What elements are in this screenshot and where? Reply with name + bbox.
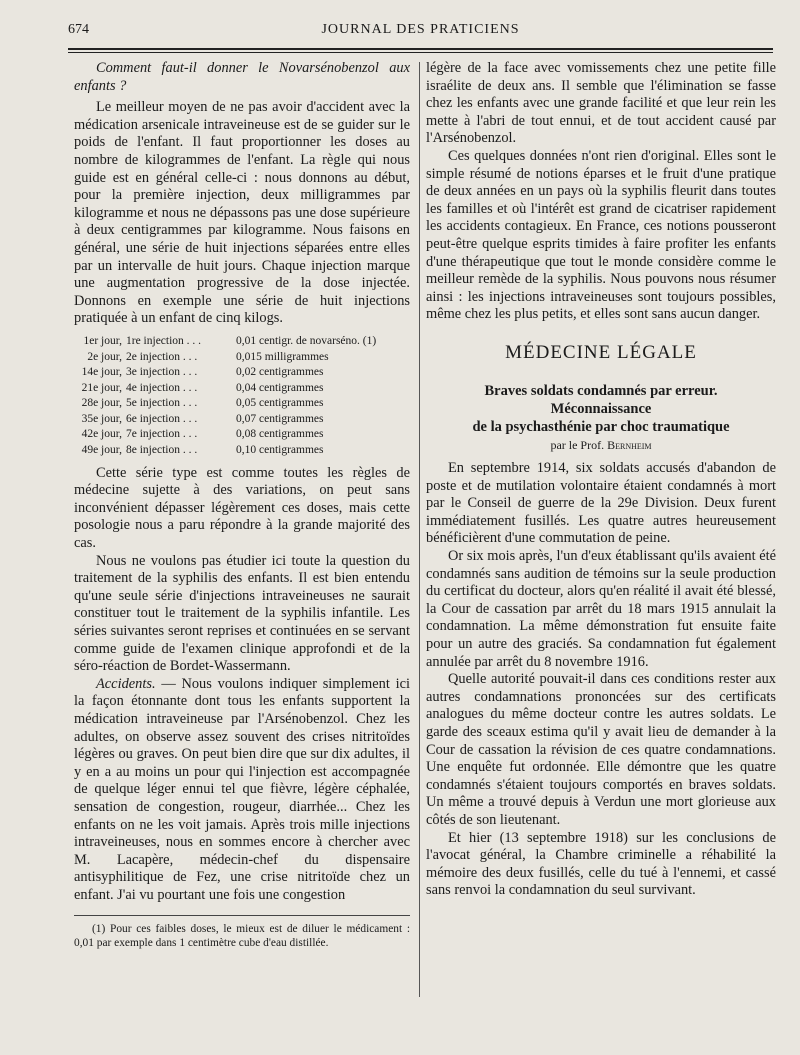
section-question: Comment faut-il donner le Novarsénobenzol aux enfants ? (74, 60, 410, 94)
series-injection: 6e injection . . . (126, 412, 198, 425)
series-day: 49e jour, (81, 444, 122, 457)
series-day: 14e jour, (81, 366, 122, 379)
footnote-text: (1) Pour ces faibles doses, le mieux est de diluer le médicament : 0,01 par exemple dans 1 centimètre cube d'eau distillée. (74, 922, 410, 949)
series-dose: 0,015 milligrammes (236, 350, 329, 363)
right-column (426, 60, 776, 900)
journal-title: JOURNAL DES PRATICIENS (321, 22, 520, 37)
footnote (74, 922, 410, 950)
article-title-line: de la psychasthénie par choc traumatique (472, 418, 730, 435)
byline (426, 437, 776, 455)
series-dose: 0,10 centigrammes (236, 444, 324, 457)
table-row (74, 412, 376, 428)
paragraph: Cette série type est comme toutes les règles de médecine sujette à des variations, on peut sans inconvénient dépasser légèrement ces doses, mais cette posologie nous a paru répondre à la grande majorité des cas. (74, 464, 410, 552)
byline-prefix: par le Prof. (550, 437, 608, 452)
table-row (74, 396, 376, 412)
paragraph: En septembre 1914, six soldats accusés d'abandon de poste et de mutilation volontaire étaient condamnés à mort par le Conseil de guerre de la 29e Division. Deux furent immédiatement fusillés. Les quatre autres heureusement bénéficièrent d'une commutation de peine. (426, 460, 776, 547)
table-row (74, 334, 376, 350)
column-divider (419, 62, 420, 997)
article-title-line: Braves soldats condamnés par erreur. (484, 382, 718, 399)
series-dose: 0,01 centigr. de novarséno. (1) (236, 334, 377, 347)
paragraph: Quelle autorité pouvait-il dans ces conditions rester aux autres condamnations prononcées sur des certificats analogues du même docteur contre les autres soldats. Le garde des sceaux estima qu'il y avait lieu de demander à la Cour de cassation la révision de ces quatre condamnations. Une enquête fut ordonnée. Elle démontre que les quatre condamnés s'étaient toujours comportés en braves soldats. Un même a trouvé depuis à Verdun une mort glorieuse aux côtés de son lieutenant. (426, 671, 776, 828)
series-dose: 0,08 centigrammes (236, 428, 324, 441)
accidents-heading: Accidents. (96, 675, 156, 692)
page-header (68, 22, 773, 44)
accidents-text: — Nous voulons indiquer simplement ici la façon étonnante dont tous les enfants supportent la médication intraveineuse par l'Arsénobenzol. Chez les adultes, on observe assez souvent des crises nitritoïdes légères ou graves. On peut bien dire que sur dix adultes, il y en a au moins un pour qui l'injection est accompagnée de quelque léger ennui tel que fièvre, légère céphalée, sensation de congestion, rougeur, diarrhée... Chez les enfants on ne les voit jamais. Après trois mille injections intraveineuses, nous en sommes encore à chercher avec M. Lacapère, médecin-chef du dispensaire antisyphilitique de Fez, une crise nitritoïde chez un enfant. J'ai vu pourtant une fois une congestion (74, 675, 410, 903)
series-dose: 0,04 centigrammes (236, 381, 324, 394)
footnote-rule (74, 915, 410, 916)
table-row (74, 443, 376, 459)
left-column (74, 60, 410, 950)
series-day: 42e jour, (81, 428, 122, 441)
series-day: 2e jour, (87, 350, 122, 363)
series-dose: 0,02 centigrammes (236, 366, 324, 379)
series-injection: 4e injection . . . (126, 381, 198, 394)
paragraph: Ces quelques données n'ont rien d'original. Elles sont le simple résumé de notions éparses et le fruit d'une pratique de deux années en un pays où la syphilis fleurit dans toutes les familles et où l'intérêt est grand de cicatriser rapidement les accidents contagieux. En France, ces notions pousseront peut-être quelque esprits timides à faire profiter les enfants d'une thérapeutique que tout le monde considère comme le meilleur remède de la syphilis. Nous pouvons nous résumer ainsi : les injections intraveineuses sont toujours possibles, même chez les plus petits, et elles sont sans aucun danger. (426, 147, 776, 323)
series-day: 21e jour, (81, 381, 122, 394)
header-rule-thick (68, 48, 773, 50)
paragraph: légère de la face avec vomissements chez une petite fille israélite de deux ans. Il semble que l'élimination se fasse chez les enfants avec une grande facilité et que leur rein les mette à l'abri de tout ennui, et de tout accident causé par l'Arsénobenzol. (426, 60, 776, 147)
table-row (74, 381, 376, 397)
paragraph: Le meilleur moyen de ne pas avoir d'accident avec la médication arsenicale intraveineuse est de se guider sur le poids de l'enfant. Il faut proportionner les doses au nombre de kilogrammes de l'enfant. La règle qui nous guide est en général celle-ci : nous donnons au début, pour la première injection, deux milligrammes par kilogramme et nous ne dépassons pas une dose supérieure à deux centigrammes par kilogramme. Nous faisons en général, une série de huit injections séparées entre elles par un intervalle de huit jours. Chaque injection marque une augmentation progressive de la dose injectée. Donnons en exemple une série de huit injections pratiquée à un enfant de cinq kilogs. (74, 99, 410, 327)
paragraph: Et hier (13 septembre 1918) sur les conclusions de l'avocat général, la Chambre criminelle a réhabilité la mémoire des deux fusillés, celle du tué à l'ennemi, et cassé sans renvoi la condamnation du seul survivant. (426, 829, 776, 899)
series-injection: 1re injection . . . (126, 334, 202, 347)
series-day: 1er jour, (83, 334, 122, 347)
table-row (74, 350, 376, 366)
series-injection: 8e injection . . . (126, 444, 198, 457)
page-number: 674 (68, 22, 89, 37)
series-injection: 3e injection . . . (126, 366, 198, 379)
injection-series-table (74, 334, 376, 459)
header-rule-thin (68, 52, 773, 53)
author-name: Bernheim (607, 437, 652, 452)
series-injection: 5e injection . . . (126, 397, 198, 410)
series-day: 28e jour, (81, 397, 122, 410)
series-day: 35e jour, (81, 412, 122, 425)
article-title-line: Méconnaissance (550, 400, 652, 417)
series-dose: 0,05 centigrammes (236, 397, 324, 410)
series-dose: 0,07 centigrammes (236, 412, 324, 425)
table-row (74, 365, 376, 381)
paragraph-accidents (74, 676, 410, 905)
section-title: MÉDECINE LÉGALE (505, 341, 697, 363)
paragraph: Nous ne voulons pas étudier ici toute la question du traitement de la syphilis des enfants. Il est bien entendu qu'une seule série d'injections intraveineuses ne saurait constituer tout le traitement de la syphilis infantile. Les séries suivantes seront reprises et continuées en se servant comme guide de l'examen clinique approfondi et de la séro-réaction de Bordet-Wassermann. (74, 552, 410, 675)
series-injection: 7e injection . . . (126, 428, 198, 441)
paragraph: Or six mois après, l'un d'eux établissant qu'ils avaient été condamnés sans audition de témoins sur la seule production du certificat du docteur, alors qu'en réalité il avait été blessé, la Cour de cassation par arrêt du 18 mars 1915 annulait la condamnation. La même démonstration fut ensuite faite pour un autre des graciés. Sa condamnation fut également annulée par arrêt du 8 novembre 1916. (426, 548, 776, 670)
series-injection: 2e injection . . . (126, 350, 198, 363)
table-row (74, 427, 376, 443)
